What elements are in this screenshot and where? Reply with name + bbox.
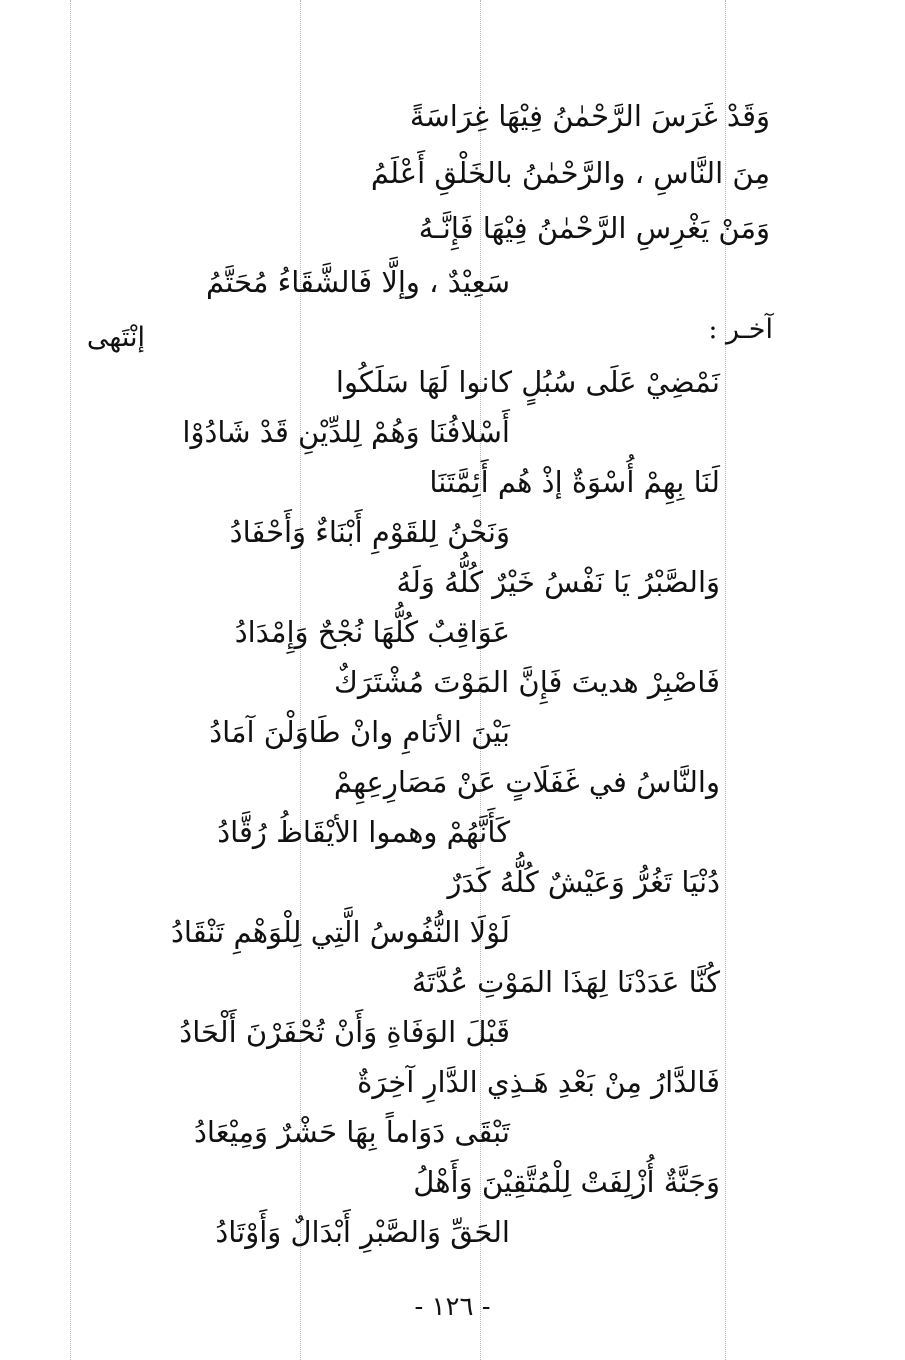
other-poem-label: آخـر : xyxy=(708,314,773,345)
poem2-line-11: دُنْيَا تَغُرُّ وَعَيْشٌ كُلُّهُ كَدَرٌ xyxy=(447,865,720,899)
poem2-line-13: كُنَّا عَدَدْنَا لِهَذَا المَوْتِ عُدَّتَهُ xyxy=(411,965,720,999)
poem2-line-5: وَالصَّبْرُ يَا نَفْسُ خَيْرٌ كُلُّهُ وَلَهُ xyxy=(396,565,720,599)
poem2-line-2: أَسْلافُنَا وَهُمْ لِلدِّيْنِ قَدْ شَادُوْا xyxy=(182,415,510,449)
page-number: - ١٢٦ - xyxy=(414,1292,491,1322)
poem2-line-6: عَوَاقِبٌ كُلُّهَا نُجْحٌ وَإِمْدَادُ xyxy=(234,615,510,649)
poem2-line-18: الحَقِّ وَالصَّبْرِ أَبْدَالٌ وَأَوْتَادُ xyxy=(215,1215,510,1249)
poem2-line-14: قَبْلَ الوَفَاةِ وَأَنْ تُحْفَرْنَ أَلْحَادُ xyxy=(179,1015,510,1049)
poem2-line-4: وَنَحْنُ لِلقَوْمِ أَبْنَاءٌ وَأَحْفَادُ xyxy=(229,515,510,549)
ended-label: إنْتَهى xyxy=(86,322,145,353)
scan-guide-line xyxy=(300,0,301,1360)
poem1-line-1: وَقَدْ غَرَسَ الرَّحْمٰنُ فِيْهَا غِرَاسَةً xyxy=(409,99,770,133)
poem1-line-4: سَعِيْدٌ ، وإلَّا فَالشَّقَاءُ مُحَتَّمُ xyxy=(206,265,510,299)
scan-guide-line xyxy=(70,0,71,1360)
scan-guide-line xyxy=(725,0,726,1360)
poem2-line-15: فَالدَّارُ مِنْ بَعْدِ هَـذِي الدَّارِ آخِرَةٌ xyxy=(357,1065,720,1099)
poem1-line-3: وَمَنْ يَغْرِسِ الرَّحْمٰنُ فِيْهَا فَإِنَّـهُ xyxy=(418,211,770,245)
poem2-line-10: كَأَنَّهُمْ وهموا الأيْقَاظُ رُقَّادُ xyxy=(217,815,510,849)
poem2-line-9: والنَّاسُ في غَفَلَاتٍ عَنْ مَصَارِعِهِمْ xyxy=(333,765,720,799)
poem1-line-2: مِنَ النَّاسِ ، والرَّحْمٰنُ بالخَلْقِ أَعْلَمُ xyxy=(370,156,770,190)
poem2-line-7: فَاصْبِرْ هديتَ فَإِنَّ المَوْتَ مُشْتَرَكٌ xyxy=(333,665,720,699)
poem2-line-3: لَنَا بِهِمْ أُسْوَةٌ إذْ هُم أَئِمَّتَنَا xyxy=(429,465,720,499)
poem2-line-17: وَجَنَّةٌ أُزْلِفَتْ لِلْمُتَّقِيْنَ وَأَهْلُ xyxy=(413,1165,720,1199)
poem2-line-8: بَيْنَ الأنَامِ وانْ طَاوَلْنَ آمَادُ xyxy=(209,715,510,749)
poem2-line-1: نَمْضِيْ عَلَى سُبُلٍ كانوا لَهَا سَلَكُوا xyxy=(335,365,720,399)
poem2-line-12: لَوْلَا النُّفُوسُ الَّتِي لِلْوَهْمِ تَنْقَادُ xyxy=(171,915,510,949)
poem2-line-16: تَبْقَى دَوَاماً بِهَا حَشْرٌ وَمِيْعَادُ xyxy=(194,1115,510,1149)
